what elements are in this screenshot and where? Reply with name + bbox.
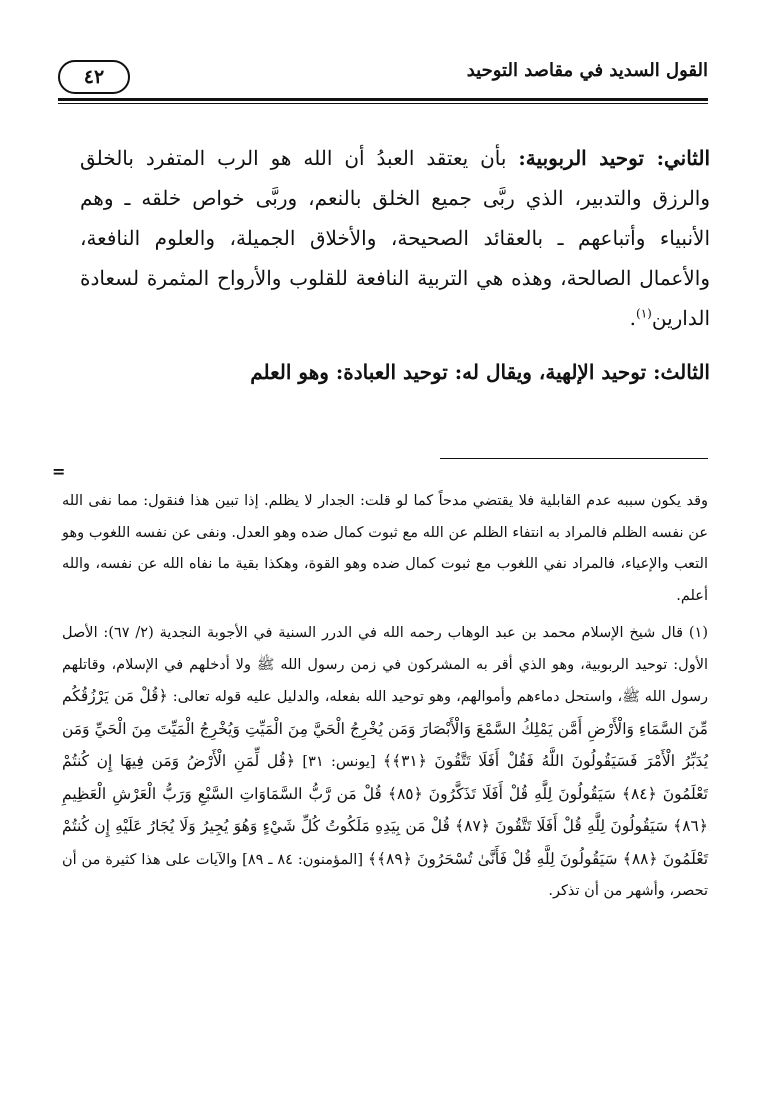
verse-reference: [يونس: ٣١] xyxy=(302,754,376,770)
footnote-1-text-end: والآيات على هذا كثيرة من أن تحصر، وأشهر من أن تذكر. xyxy=(62,851,708,899)
footnote-ref[interactable]: (١) xyxy=(636,306,652,321)
paragraph-rububiyyah xyxy=(80,138,710,338)
verse-reference: [المؤمنون: ٨٤ ـ ٨٩] xyxy=(242,851,363,868)
continuation-mark: = xyxy=(52,462,66,481)
footnote-continuation: وقد يكون سببه عدم القابلية فلا يقتضي مدحاً كما لو قلت: الجدار لا يظلم. إذا تبين هذا فنقول: مما نفى الله عن نفسه الظلم فالمراد به انتفاء الظلم عن الله مع ثبوت كمال ضده وهو العدل. ونفى عن نفسه اللغوب وهو التعب والإعياء، فالمراد نفي اللغوب مع ثبوت كمال ضده وهو القوة، وهكذا بقية ما نفاه الله عن نفسه، والله أعلم. xyxy=(62,493,708,604)
paragraph-uluhiyyah: الثالث: توحيد الإلهية، ويقال له: توحيد العبادة: وهو العلم xyxy=(250,360,710,384)
footnote-separator xyxy=(440,458,708,459)
header-rule xyxy=(58,98,708,101)
main-body xyxy=(80,138,710,392)
quran-verse: ﴿قُلْ مَن يَرْزُقُكُم مِّنَ السَّمَاءِ وَالْأَرْضِ أَمَّن يَمْلِكُ السَّمْعَ وَالْأَبْصَارَ وَمَن يُخْرِجُ الْحَيَّ مِنَ الْمَيِّتِ وَيُخْرِجُ الْمَيِّتَ مِنَ الْحَيِّ وَمَن يُدَبِّرُ الْأَمْرَ فَسَيَقُولُونَ اللَّهُ فَقُلْ أَفَلَا تَتَّقُونَ ﴿٣١﴾﴾ xyxy=(62,687,709,770)
paragraph-text: بأن يعتقد العبدُ أن الله هو الرب المتفرد بالخلق والرزق والتدبير، الذي ربَّى جميع الخلق بالنعم، وربَّى خواص خلقه ـ وهم الأنبياء وأتباعهم ـ بالعقائد الصحيحة، والأخلاق الجميلة، والعلوم النافعة، والأعمال الصالحة، وهذه هي التربية النافعة للقلوب والأرواح المثمرة لسعادة الدارين xyxy=(80,146,710,330)
paragraph-end: . xyxy=(629,306,637,330)
running-title: القول السديد في مقاصد التوحيد xyxy=(466,60,708,81)
quran-verse: ﴿قُل لِّمَنِ الْأَرْضُ وَمَن فِيهَا إِن كُنتُمْ تَعْلَمُونَ ﴿٨٤﴾ سَيَقُولُونَ لِلَّهِ قُلْ أَفَلَا تَذَكَّرُونَ ﴿٨٥﴾ قُلْ مَن رَّبُّ السَّمَاوَاتِ السَّبْعِ وَرَبُّ الْعَرْشِ الْعَظِيمِ ﴿٨٦﴾ سَيَقُولُونَ لِلَّهِ قُلْ أَفَلَا تَتَّقُونَ ﴿٨٧﴾ قُلْ مَن بِيَدِهِ مَلَكُوتُ كُلِّ شَيْءٍ وَهُوَ يُجِيرُ وَلَا يُجَارُ عَلَيْهِ إِن كُنتُمْ تَعْلَمُونَ ﴿٨٨﴾ سَيَقُولُونَ لِلَّهِ قُلْ فَأَنَّىٰ تُسْحَرُونَ ﴿٨٩﴾﴾ xyxy=(62,752,709,868)
paragraph-lead: الثاني: توحيد الربوبية: xyxy=(518,146,710,170)
footnotes xyxy=(62,486,708,908)
page-number: ٤٢ xyxy=(58,60,130,94)
header-rule-thin xyxy=(58,103,708,104)
footnote-1-text: (١) قال شيخ الإسلام محمد بن عبد الوهاب رحمه الله في الدرر السنية في الأجوبة النجدية (٢/ ٦٧): الأصل الأول: توحيد الربوبية، وهو الذي أقر به المشركون في زمن رسول الله ﷺ ولا أدخلهم في الإسلام، وقاتلهم رسول الله ﷺ، واستحل دماءهم وأموالهم، وهو توحيد الله بفعله، والدليل عليه قوله تعالى: xyxy=(62,625,709,705)
footnote-1 xyxy=(62,618,708,908)
